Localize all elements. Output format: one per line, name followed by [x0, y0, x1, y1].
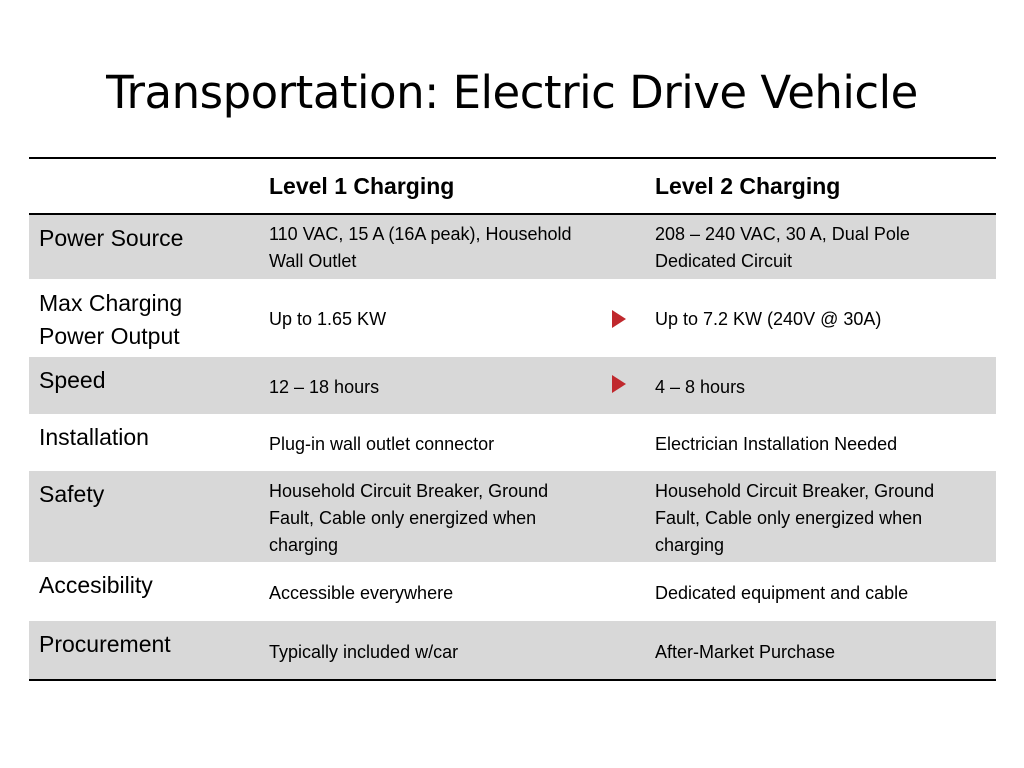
level2-cell: Up to 7.2 KW (240V @ 30A) [655, 309, 882, 329]
level1-cell: Up to 1.65 KW [269, 309, 387, 329]
level1-cell: 110 VAC, 15 A (16A peak), Household Wall Outlet [269, 224, 572, 271]
table-row [29, 414, 996, 471]
row-label: Procurement [39, 631, 171, 657]
table-row [29, 471, 996, 562]
level2-cell: 4 – 8 hours [655, 377, 746, 397]
level2-cell: 208 – 240 VAC, 30 A, Dual Pole Dedicated Circuit [655, 224, 910, 271]
level2-cell: Electrician Installation Needed [655, 434, 898, 454]
table-row [29, 279, 996, 357]
slide-title: Transportation: Electric Drive Vehicle [106, 66, 918, 119]
row-label: Accesibility [39, 572, 153, 598]
row-label: Power Source [39, 225, 184, 251]
level2-cell: Dedicated equipment and cable [655, 583, 909, 603]
right-arrow-icon [612, 310, 626, 328]
row-label: Safety [39, 481, 105, 507]
row-label: Max Charging Power Output [39, 290, 183, 349]
row-label: Speed [39, 367, 106, 393]
level1-cell: Household Circuit Breaker, Ground Fault, Cable only energized when charging [269, 481, 549, 555]
level2-cell: Household Circuit Breaker, Ground Fault, Cable only energized when charging [655, 481, 935, 555]
table-row [29, 562, 996, 621]
level1-cell: 12 – 18 hours [269, 377, 380, 397]
row-label: Installation [39, 424, 149, 450]
table-header-row [29, 159, 996, 214]
level2-cell: After-Market Purchase [655, 642, 836, 662]
level1-cell: Accessible everywhere [269, 583, 454, 603]
right-arrow-icon [612, 375, 626, 393]
level1-cell: Typically included w/car [269, 642, 459, 662]
header-level1: Level 1 Charging [269, 173, 455, 199]
table-row [29, 621, 996, 679]
level1-cell: Plug-in wall outlet connector [269, 434, 495, 454]
header-level2: Level 2 Charging [655, 173, 841, 199]
table-row [29, 357, 996, 414]
table-bottom-rule [29, 679, 996, 681]
table-row [29, 215, 996, 279]
